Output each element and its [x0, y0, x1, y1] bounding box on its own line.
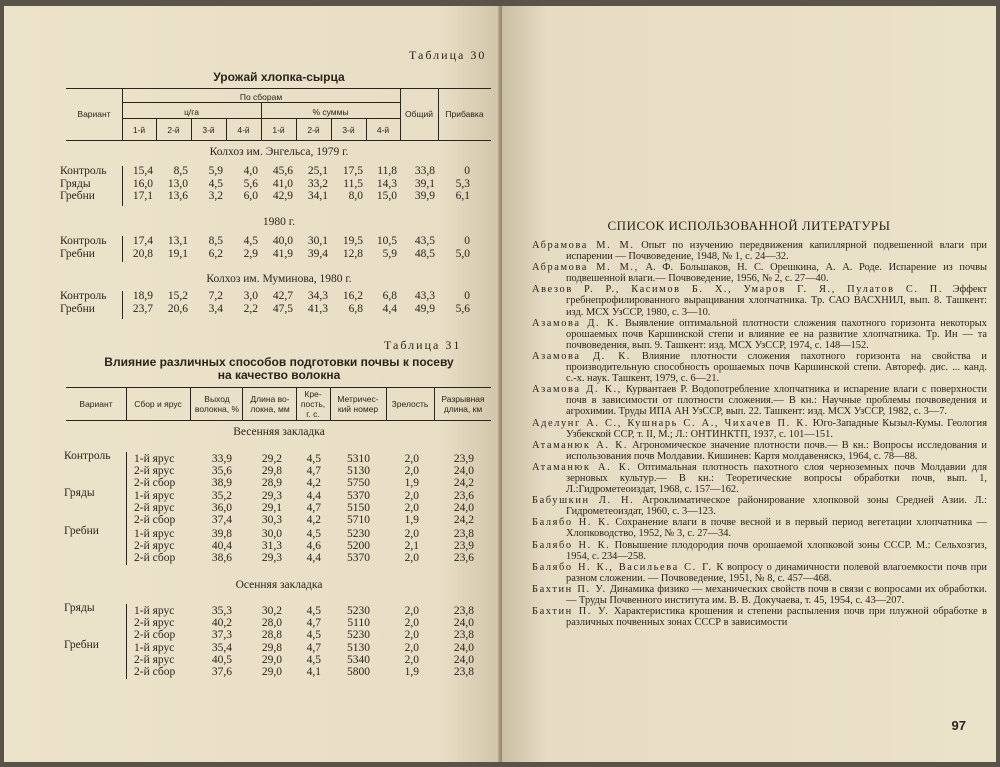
reference-author: Азамова Д. К. [532, 317, 620, 329]
cell: 5150 [347, 502, 370, 514]
cell: 5370 [347, 490, 370, 502]
hdr-length: Длина во-локна, мм [250, 394, 290, 414]
cell: 1,9 [404, 666, 419, 678]
tier-label: 2-й ярус [134, 540, 175, 552]
cell: 24,0 [453, 465, 474, 477]
cell: 2,0 [404, 617, 419, 629]
group-label: Контроль [64, 450, 111, 462]
table31-title-line2: на качество волокна [217, 368, 341, 382]
section-title: Колхоз им. Энгельса, 1979 г. [209, 146, 349, 158]
tier-label: 2-й сбор [134, 552, 176, 564]
hdr-sub: 3-й [202, 125, 215, 135]
cell: 5,6 [455, 302, 470, 315]
cell: 37,3 [211, 629, 232, 641]
cell: 41,3 [307, 302, 328, 315]
reference-text: Агрономическое значение плотности почв.— В кн.: Вопросы исследования и использования почв Молдавии. Кишинев: Картя молдавеняскэ, 1964, с. 78—88. [566, 439, 987, 462]
tier-label: 2-й сбор [134, 629, 176, 641]
reference-text: Влияние плотности сложения пахотного горизонта на свойства и производительную способность орошаемых почв Каршинской степи. Автореф. дис. ... канд. с.-х. наук. Ташкент, 1979, с. 6—21. [566, 350, 987, 385]
cell: 45,6 [272, 165, 293, 177]
cell: 24,2 [453, 477, 474, 489]
cell: 5230 [347, 605, 370, 617]
tier-label: 2-й ярус [134, 654, 175, 666]
cell: 30,1 [307, 235, 328, 247]
cell: 23,8 [453, 629, 474, 641]
cell: 39,9 [414, 190, 435, 202]
cell: 33,2 [307, 177, 328, 190]
cell: 43,3 [414, 290, 435, 302]
hdr-sub: 1-й [272, 125, 285, 135]
cell: 5200 [347, 540, 370, 552]
cell: 24,0 [453, 654, 474, 666]
cell: 33,9 [211, 453, 232, 465]
cell: 28,8 [261, 629, 282, 641]
cell: 6,8 [382, 290, 397, 302]
right-page [502, 6, 996, 762]
cell: 34,1 [307, 190, 328, 202]
cell: 4,1 [306, 666, 321, 678]
cell: 11,8 [377, 165, 397, 177]
tier-label: 2-й ярус [134, 465, 175, 477]
hdr-strength: Кре-пость, г. с. [300, 389, 326, 419]
cell: 19,5 [342, 235, 363, 247]
cell: 24,2 [453, 514, 474, 526]
cell: 4,5 [306, 654, 321, 666]
cell: 4,5 [306, 528, 321, 540]
hdr-maturity: Зрелость [391, 399, 429, 409]
tier-label: 2-й ярус [134, 502, 175, 514]
cell: 15,4 [132, 165, 153, 177]
section-title: Весенняя закладка [233, 426, 325, 438]
reference-entry [532, 318, 987, 351]
cell: 23,7 [132, 302, 153, 315]
group-label: Гряды [64, 487, 95, 499]
cell: 5750 [347, 477, 370, 489]
reference-author: Балябо Н. К., Васильева С. Г. [532, 561, 713, 573]
cell: 4,5 [208, 177, 223, 190]
cell: 23,8 [453, 605, 474, 617]
reference-list [532, 240, 987, 628]
cell: 5230 [347, 629, 370, 641]
cell: 24,0 [453, 502, 474, 514]
cell: 5800 [347, 666, 370, 678]
cell: 41,0 [272, 177, 293, 190]
cell: 6,0 [243, 190, 258, 202]
cell: 17,4 [132, 235, 153, 247]
reference-author: Бахтин П. У. [532, 606, 610, 618]
group-label: Гребни [64, 525, 99, 537]
tier-label: 2-й ярус [134, 617, 175, 629]
cell: 18,9 [132, 290, 153, 302]
row-label: Контроль [60, 235, 107, 247]
hdr-sub: 3-й [342, 125, 355, 135]
cell: 4,7 [306, 642, 321, 654]
cell: 23,6 [453, 490, 474, 502]
cell: 2,0 [404, 528, 419, 540]
rule [242, 387, 243, 420]
cell: 4,5 [306, 605, 321, 617]
hdr-cwt: ц/га [184, 107, 199, 117]
cell: 29,0 [261, 654, 282, 666]
cell: 4,6 [306, 540, 321, 552]
cell: 5710 [347, 514, 370, 526]
table30-title: Урожай хлопка-сырца [213, 70, 345, 84]
cell: 13,6 [167, 190, 188, 202]
cell: 6,8 [348, 302, 363, 315]
cell: 4,5 [306, 453, 321, 465]
reference-author: Бахтин П. У. [532, 583, 607, 595]
reference-text: Динамика физико — механических свойств почв в связи с вопросами их обработки.— Труды Почвенного института им. В. В. Докучаева, т. 45, 1954, с. 43—207. [566, 583, 987, 606]
hdr-pct-sum: % суммы [312, 107, 349, 117]
row-label: Контроль [60, 165, 107, 177]
cell: 4,2 [306, 477, 321, 489]
reference-entry [532, 584, 987, 606]
hdr-harvest: Сбор и ярус [134, 399, 182, 409]
reference-entry [532, 606, 987, 628]
cell: 8,5 [173, 165, 188, 177]
cell: 4,5 [243, 235, 258, 247]
cell: 40,2 [211, 617, 232, 629]
cell: 4,5 [306, 629, 321, 641]
group-label: Гряды [64, 602, 95, 614]
row-label: Гребни [60, 302, 95, 315]
cell: 13,1 [167, 235, 188, 247]
cell: 4,7 [306, 502, 321, 514]
cell: 29,0 [261, 666, 282, 678]
reference-author: Балябо Н. К. [532, 517, 611, 529]
cell: 47,5 [272, 302, 293, 315]
cell: 8,5 [208, 235, 223, 247]
reference-entry [532, 440, 987, 462]
rule [190, 387, 191, 420]
table31-header-rule [66, 420, 491, 421]
reference-text: Опыт по изучению передвижения капиллярной подвешенной влаги при испарении — Почвоведение, 1948, № 1, с. 24—32. [566, 240, 987, 263]
cell: 29,3 [261, 490, 282, 502]
cell: 28,0 [261, 617, 282, 629]
cell: 39,8 [211, 528, 232, 540]
hdr-sub: 4-й [376, 125, 390, 135]
rule [126, 452, 127, 490]
reference-text: А. Ф. Большаков, Н. С. Орешкина, А. А. Роде. Испарение из почвы подвешенной влаги.— Почвоведение, 1956, № 2, с. 27—40. [566, 262, 988, 285]
reference-text: Курвантаев Р. Водопотребление хлопчатника и испарение влаги с поверхности почв в зависимости от плотности сложения.— В кн.: Научные проблемы почвоведения и агрохимии. Труды ИПА АН УзССР, вып. 22. Ташкент: изд. МСХ УзССР, 1982, с. 3—7. [566, 384, 987, 418]
reference-author: Балябо Н. К. [532, 539, 611, 551]
reference-text: Сохранение влаги в почве весной и в первый период вегетации хлопчатника — Хлопководство, 1952, № 3, с. 27—34. [566, 517, 987, 540]
hdr-by-harvests: По сборам [239, 92, 283, 102]
cell: 8,0 [348, 190, 363, 202]
reference-entry [532, 495, 987, 517]
table30-header-rule [66, 140, 491, 141]
cell: 16,0 [132, 177, 153, 190]
reference-text: Повышение плодородия почв орошаемой хлопковой зоны СССР. М.: Сельхозгиз, 1954, с. 234—258. [566, 539, 987, 562]
cell: 5,3 [455, 177, 470, 190]
cell: 42,9 [272, 190, 293, 202]
rule [122, 166, 123, 206]
cell: 38,9 [211, 477, 232, 489]
cell: 2,0 [404, 465, 419, 477]
cell: 2,0 [404, 642, 419, 654]
cell: 20,8 [132, 247, 153, 260]
tier-label: 1-й ярус [134, 453, 175, 465]
cell: 5,6 [243, 177, 258, 190]
rule [126, 527, 127, 565]
cell: 14,3 [376, 177, 397, 190]
left-page [4, 6, 502, 762]
cell: 11,5 [343, 177, 363, 190]
reference-entry [532, 240, 987, 262]
reference-author: Аделунг А. С., Кушнарь С. А., Чихачев П. К. [532, 417, 809, 429]
cell: 4,7 [306, 617, 321, 629]
rule [122, 291, 123, 319]
cell: 2,1 [404, 540, 419, 552]
cell: 43,5 [414, 235, 435, 247]
cell: 0 [464, 290, 470, 302]
cell: 7,2 [208, 290, 223, 302]
cell: 5130 [347, 642, 370, 654]
reference-entry [532, 562, 987, 584]
hdr-breaking: Разрывная длина, км [441, 394, 485, 414]
cell: 5230 [347, 528, 370, 540]
cell: 5340 [347, 654, 370, 666]
reference-entry [532, 284, 987, 317]
tier-label: 2-й сбор [134, 666, 176, 678]
page-number: 97 [951, 718, 966, 733]
tier-label: 1-й ярус [134, 642, 175, 654]
cell: 29,8 [261, 465, 282, 477]
reference-entry [532, 351, 987, 384]
cell: 2,0 [404, 490, 419, 502]
cell: 35,4 [211, 642, 232, 654]
cell: 6,1 [455, 190, 470, 202]
cell: 2,0 [404, 502, 419, 514]
cell: 5110 [347, 617, 370, 629]
cell: 4,4 [306, 552, 321, 564]
rule [126, 641, 127, 679]
cell: 28,9 [261, 477, 282, 489]
cell: 4,4 [306, 490, 321, 502]
reference-entry [532, 462, 987, 495]
cell: 40,0 [272, 235, 293, 247]
reference-author: Азамова Д. К., [532, 384, 622, 396]
cell: 15,2 [167, 290, 188, 302]
cell: 19,1 [167, 247, 188, 260]
reference-entry [532, 517, 987, 539]
reference-author: Атаманюк А. К. [532, 461, 632, 473]
reference-author: Авезов Р. Р., Касимов Б. Х., Умаров Г. Я., Пулатов С. П. [532, 284, 944, 296]
cell: 16,2 [342, 290, 363, 302]
reference-text: Выявление оптимальной плотности сложения пахотного горизонта некоторых орошаемых почв Каршинской степи и влияние ее на развитие хлопчатника. Тр. Ин — та почвоведения, вып. 9. Ташкент: изд. МСХ УзССР, 1974, с. 148—152. [566, 317, 987, 351]
cell: 4,7 [306, 465, 321, 477]
cell: 25,1 [307, 165, 328, 177]
rule [126, 604, 127, 642]
reference-author: Абрамова М. М. [532, 240, 635, 251]
reference-text: Юго-Западные Кызыл-Кумы. Геология Узбекской ССР, т. II, М.; Л.: ОНТИНКТП, 1937, с. 101—151. [566, 417, 987, 440]
cell: 0 [464, 165, 470, 177]
hdr-metric: Метричес-кий номер [337, 394, 379, 414]
reference-text: Эффект гребнепрофилированного выращивания хлопчатника. Тр. САО ВАСХНИЛ, вып. 8. Ташкент: изд. МСХ УзССР, 1980, с. 3—10. [566, 284, 987, 318]
reference-author: Атаманюк А. К. [532, 439, 629, 451]
cell: 15,0 [376, 190, 397, 202]
cell: 41,9 [272, 247, 293, 260]
cell: 23,9 [453, 540, 474, 552]
reference-entry [532, 540, 987, 562]
tier-label: 1-й ярус [134, 605, 175, 617]
cell: 2,2 [243, 302, 258, 315]
cell: 2,0 [404, 654, 419, 666]
table31-title-line1: Влияние различных способов подготовки почвы к посеву [104, 355, 454, 369]
rule [330, 387, 331, 420]
reference-text: Оптимальная плотность пахотного слоя черноземных почв Молдавии для зерновых культур.— В кн.: Теоретические вопросы обработки почв, вып. 1, Л.:Гидрометеоиздат, 1968, с. 157—162. [566, 461, 988, 496]
rule [434, 387, 435, 420]
cell: 30,3 [261, 514, 282, 526]
hdr-sub: 1-й [132, 125, 146, 135]
reference-text: Характеристика крошения и степени распыления почв при плужной обработке в различных почвенных зонах СССР в зависимости [566, 606, 987, 629]
row-label: Гряды [60, 177, 91, 190]
row-label: Гребни [60, 190, 95, 202]
hdr-total: Общий [405, 109, 433, 119]
rule [126, 489, 127, 527]
cell: 23,9 [453, 453, 474, 465]
cell: 5310 [347, 453, 370, 465]
table30-top-rule [66, 88, 491, 89]
cell: 29,8 [261, 642, 282, 654]
cell: 20,6 [167, 302, 188, 315]
cell: 33,8 [414, 165, 435, 177]
cell: 17,5 [342, 165, 363, 177]
section-title: 1980 г. [262, 216, 296, 228]
cell: 4,0 [243, 165, 258, 177]
cell: 30,2 [261, 605, 282, 617]
reference-author: Азамова Д. К. [532, 350, 631, 362]
cell: 4,2 [306, 514, 321, 526]
cell: 39,4 [307, 247, 328, 260]
cell: 1,9 [404, 477, 419, 489]
cell: 2,0 [404, 453, 419, 465]
cell: 31,3 [261, 540, 282, 552]
page-heading: СПИСОК ИСПОЛЬЗОВАННОЙ ЛИТЕРАТУРЫ [607, 218, 891, 233]
cell: 4,4 [382, 302, 397, 315]
cell: 37,6 [211, 666, 232, 678]
hdr-variant: Вариант [79, 399, 113, 409]
cell: 2,9 [243, 247, 258, 260]
cell: 38,6 [211, 552, 232, 564]
reference-text: К вопросу о динамичности полевой влагоемкости почв при разном сложении. — Почвоведение, 1951, № 8, с. 457—468. [566, 561, 987, 584]
cell: 35,3 [211, 605, 232, 617]
table30-label: Таблица 30 [409, 48, 487, 62]
cell: 48,5 [414, 247, 435, 260]
rule [122, 236, 123, 262]
hdr-variant: Вариант [77, 109, 111, 119]
hdr-sub: 4-й [237, 125, 250, 135]
reference-entry [532, 384, 987, 417]
cell: 29,2 [261, 453, 282, 465]
cell: 3,4 [208, 302, 223, 315]
tier-label: 2-й сбор [134, 514, 176, 526]
reference-author: Бабушкин Л. Н. [532, 495, 635, 507]
cell: 1,9 [404, 514, 419, 526]
cell: 12,8 [342, 247, 363, 260]
section-title: Колхоз им. Муминова, 1980 г. [206, 273, 352, 285]
rule [296, 387, 297, 420]
cell: 2,0 [404, 629, 419, 641]
hdr-increase: Прибавка [445, 109, 484, 119]
tier-label: 1-й ярус [134, 490, 175, 502]
reference-entry [532, 262, 987, 284]
cell: 2,0 [404, 552, 419, 564]
cell: 34,3 [307, 290, 328, 302]
row-label: Гребни [60, 247, 95, 260]
hdr-yield: Выход волокна, % [194, 394, 240, 414]
cell: 3,0 [243, 290, 258, 302]
tier-label: 2-й сбор [134, 477, 176, 489]
cell: 35,6 [211, 465, 232, 477]
hdr-sub: 2-й [307, 125, 320, 135]
table31-top-rule [66, 387, 491, 388]
cell: 24,0 [453, 642, 474, 654]
cell: 49,9 [414, 302, 435, 315]
cell: 29,1 [261, 502, 282, 514]
section-title: Осенняя закладка [235, 579, 323, 591]
table31-label: Таблица 31 [384, 338, 462, 352]
cell: 36,0 [211, 502, 232, 514]
reference-author: Абрамова М. М., [532, 262, 639, 274]
tier-label: 1-й ярус [134, 528, 175, 540]
cell: 5370 [347, 552, 370, 564]
cell: 23,8 [453, 666, 474, 678]
cell: 37,4 [211, 514, 232, 526]
cell: 5,0 [455, 247, 470, 260]
cell: 42,7 [272, 290, 293, 302]
reference-entry [532, 418, 987, 440]
cell: 5130 [347, 465, 370, 477]
cell: 40,4 [211, 540, 232, 552]
cell: 10,5 [376, 235, 397, 247]
cell: 29,3 [261, 552, 282, 564]
cell: 0 [464, 235, 470, 247]
hdr-sub: 2-й [167, 125, 180, 135]
cell: 2,0 [404, 605, 419, 617]
reference-text: Агроклиматическое районирование хлопковой зоны Средней Азии. Л.: Гидрометеоиздат, 1960, с. 3—123. [566, 495, 987, 518]
cell: 13,0 [167, 177, 188, 190]
cell: 39,1 [414, 177, 435, 190]
cell: 23,8 [453, 528, 474, 540]
cell: 5,9 [208, 165, 223, 177]
cell: 5,9 [382, 247, 397, 260]
cell: 24,0 [453, 617, 474, 629]
cell: 6,2 [208, 247, 223, 260]
row-label: Контроль [60, 290, 107, 302]
cell: 30,0 [261, 528, 282, 540]
cell: 23,6 [453, 552, 474, 564]
cell: 35,2 [211, 490, 232, 502]
cell: 40,5 [211, 654, 232, 666]
cell: 17,1 [132, 190, 153, 202]
cell: 3,2 [208, 190, 223, 202]
group-label: Гребни [64, 639, 99, 651]
